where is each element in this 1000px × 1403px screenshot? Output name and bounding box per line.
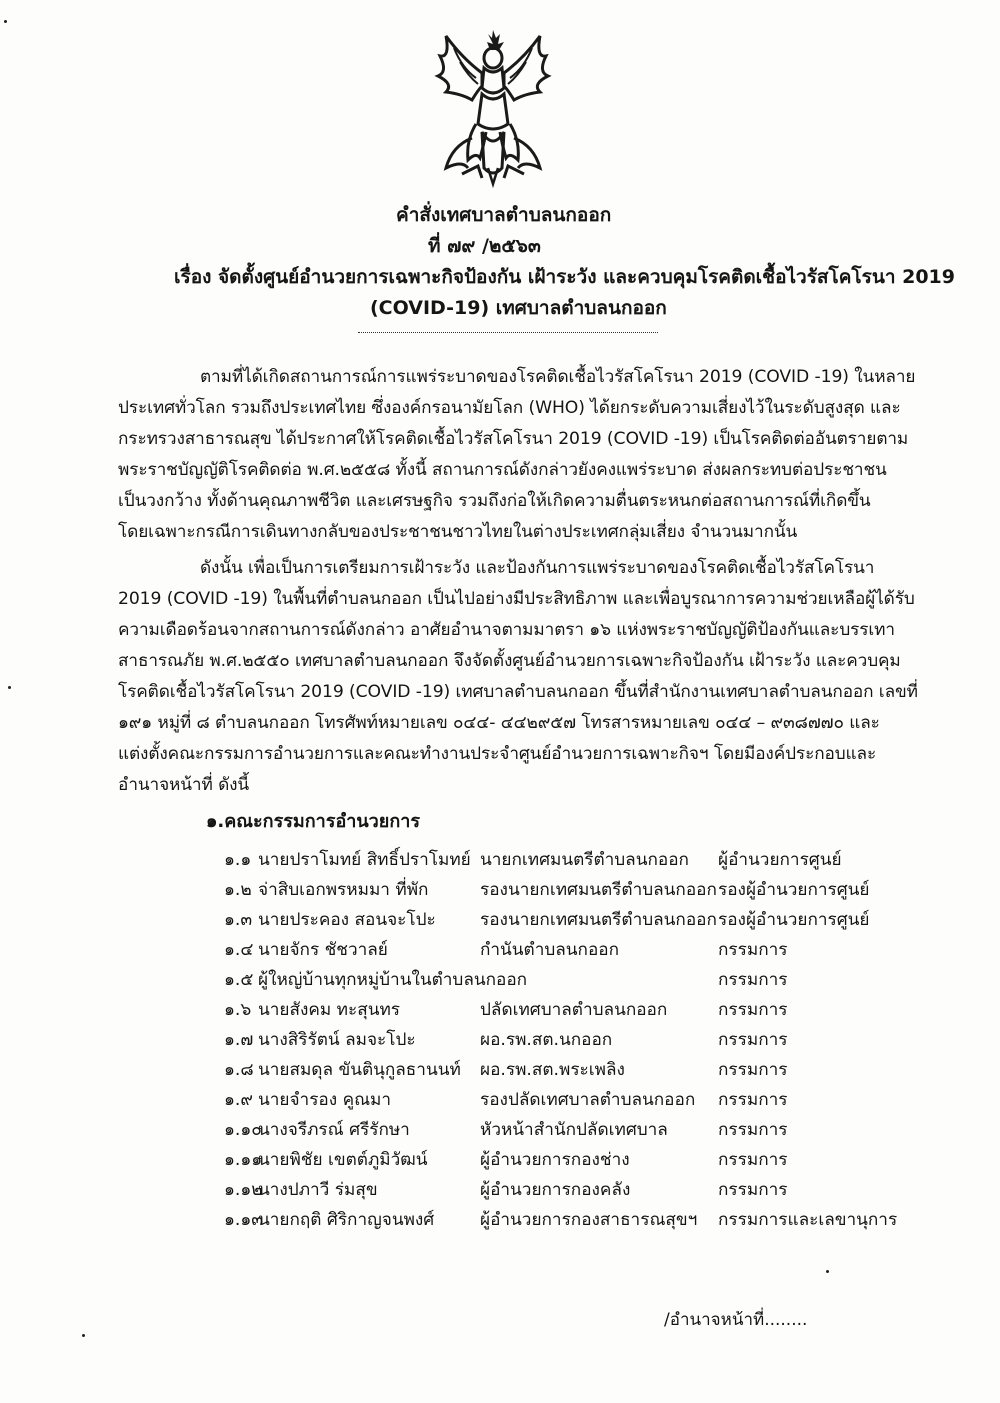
member-number: ๑.๑๐ (224, 1120, 262, 1140)
member-position: กำนันตำบลนกออก (480, 940, 620, 960)
committee-member-row (0, 1085, 1000, 1115)
committee-member-row (0, 965, 1000, 995)
member-number: ๑.๖ (224, 1000, 252, 1020)
committee-member-row (0, 1115, 1000, 1145)
committee-member-row (0, 1145, 1000, 1175)
member-number: ๑.๑๓ (224, 1210, 264, 1230)
member-number: ๑.๒ (224, 880, 252, 900)
paragraph-line: 2019 (COVID -19) ในพื้นที่ตำบลนกออก เป็นไปอย่างมีประสิทธิภาพ และเพื่อบูรณาการความช่วยเหลือผู้ได้รับ (118, 589, 915, 609)
committee-member-row (0, 1025, 1000, 1055)
member-role: กรรมการและเลขานุการ (718, 1210, 898, 1230)
member-name: นายสังคม ทะสุนทร (258, 1000, 401, 1020)
garuda-emblem (432, 28, 554, 188)
paragraph-line: กระทรวงสาธารณสุข ได้ประกาศให้โรคติดเชื้อไวรัสโคโรนา 2019 (COVID -19) เป็นโรคติดต่ออันตรายตาม (118, 429, 909, 449)
member-role: กรรมการ (718, 940, 788, 960)
member-role: กรรมการ (718, 1180, 788, 1200)
member-position: รองนายกเทศมนตรีตำบลนกออก (480, 880, 717, 900)
member-position: ผู้อำนวยการกองสาธารณสุขฯ (480, 1210, 698, 1230)
member-name: นางสิริรัตน์ ลมจะโปะ (258, 1030, 416, 1050)
paragraph-line: อำนาจหน้าที่ ดังนี้ (118, 775, 250, 795)
order-title: คำสั่งเทศบาลตำบลนกออก (396, 204, 612, 226)
member-position: หัวหน้าสำนักปลัดเทศบาล (480, 1120, 668, 1140)
member-position: ปลัดเทศบาลตำบลนกออก (480, 1000, 668, 1020)
member-number: ๑.๑๑ (224, 1150, 263, 1170)
member-role: รองผู้อำนวยการศูนย์ (718, 880, 870, 900)
member-number: ๑.๘ (224, 1060, 254, 1080)
member-role: กรรมการ (718, 1060, 788, 1080)
subject-line-1: เรื่อง จัดตั้งศูนย์อำนวยการเฉพาะกิจป้องกัน เฝ้าระวัง และควบคุมโรคติดเชื้อไวรัสโคโรนา 2019 (174, 266, 955, 288)
scan-speck (826, 1270, 829, 1273)
member-role: กรรมการ (718, 970, 788, 990)
paragraph-line: ดังนั้น เพื่อเป็นการเตรียมการเฝ้าระวัง และป้องกันการแพร่ระบาดของโรคติดเชื้อไวรัสโคโรนา (200, 558, 875, 578)
committee-member-row (0, 905, 1000, 935)
member-role: กรรมการ (718, 1090, 788, 1110)
paragraph-line: แต่งตั้งคณะกรรมการอำนวยการและคณะทำงานประจำศูนย์อำนวยการเฉพาะกิจฯ โดยมีองค์ประกอบและ (118, 744, 877, 764)
member-position: ผู้อำนวยการกองช่าง (480, 1150, 630, 1170)
paragraph-line: เป็นวงกว้าง ทั้งด้านคุณภาพชีวิต และเศรษฐกิจ รวมถึงก่อให้เกิดความตื่นตระหนกต่อสถานการณ์ที่เกิดขึ้น (118, 491, 871, 511)
member-number: ๑.๔ (224, 940, 254, 960)
member-position: รองนายกเทศมนตรีตำบลนกออก (480, 910, 717, 930)
committee-member-row (0, 995, 1000, 1025)
paragraph-line: ประเทศทั่วโลก รวมถึงประเทศไทย ซึ่งองค์กรอนามัยโลก (WHO) ได้ยกระดับความเสี่ยงไว้ในระดับสูงสุด และ (118, 398, 901, 418)
committee-member-row (0, 1175, 1000, 1205)
member-position: ผอ.รพ.สต.นกออก (480, 1030, 613, 1050)
member-name: นายปราโมทย์ สิทธิ์ปราโมทย์ (258, 850, 471, 870)
paragraph-line: ๑๙๑ หมู่ที่ ๘ ตำบลนกออก โทรศัพท์หมายเลข ๐๔๔- ๔๔๒๙๕๗ โทรสารหมายเลข ๐๔๔ – ๙๓๘๗๗๐ และ (118, 713, 880, 733)
paragraph-line: พระราชบัญญัติโรคติดต่อ พ.ศ.๒๕๕๘ ทั้งนี้ สถานการณ์ดังกล่าวยังคงแพร่ระบาด ส่งผลกระทบต่อประชาชน (118, 460, 887, 480)
member-name: นายสมดุล ขันตินุกูลธานนท์ (258, 1060, 461, 1080)
member-role: รองผู้อำนวยการศูนย์ (718, 910, 870, 930)
member-role: ผู้อำนวยการศูนย์ (718, 850, 842, 870)
member-position: ผอ.รพ.สต.พระเพลิง (480, 1060, 625, 1080)
paragraph-line: ความเดือดร้อนจากสถานการณ์ดังกล่าว อาศัยอำนาจตามมาตรา ๑๖ แห่งพระราชบัญญัติป้องกันและบรรเทา (118, 620, 895, 640)
member-role: กรรมการ (718, 1120, 788, 1140)
member-position: นายกเทศมนตรีตำบลนกออก (480, 850, 689, 870)
scan-speck (8, 686, 11, 689)
paragraph-line: โดยเฉพาะกรณีการเดินทางกลับของประชาชนชาวไทยในต่างประเทศกลุ่มเสี่ยง จำนวนมากนั้น (118, 522, 798, 542)
member-name: นายจักร ชัชวาลย์ (258, 940, 388, 960)
committee-member-row (0, 935, 1000, 965)
committee-member-row (0, 845, 1000, 875)
member-number: ๑.๑๒ (224, 1180, 263, 1200)
continuation-note: /อำนาจหน้าที่........ (664, 1310, 808, 1330)
member-name: ผู้ใหญ่บ้านทุกหมู่บ้านในตำบลนกออก (258, 970, 528, 990)
committee-member-row (0, 1205, 1000, 1235)
member-number: ๑.๓ (224, 910, 253, 930)
member-name: นายพิชัย เขตต์ภูมิวัฒน์ (258, 1150, 428, 1170)
member-name: นายจำรอง คูณมา (258, 1090, 392, 1110)
member-number: ๑.๑ (224, 850, 252, 870)
member-name: นางจรีภรณ์ ศรีรักษา (258, 1120, 410, 1140)
member-number: ๑.๗ (224, 1030, 254, 1050)
header-divider (358, 332, 658, 333)
member-name: จ่าสิบเอกพรหมมา ที่พัก (258, 880, 429, 900)
paragraph-line: โรคติดเชื้อไวรัสโคโรนา 2019 (COVID -19) เทศบาลตำบลนกออก ขึ้นที่สำนักงานเทศบาลตำบลนกออก เลขที่ (118, 682, 918, 702)
member-name: นายประคอง สอนจะโปะ (258, 910, 436, 930)
scan-speck (82, 1334, 85, 1337)
member-number: ๑.๙ (224, 1090, 253, 1110)
member-name: นายกฤติ ศิริกาญจนพงศ์ (258, 1210, 435, 1230)
member-position: รองปลัดเทศบาลตำบลนกออก (480, 1090, 696, 1110)
subject-line-2: (COVID-19) เทศบาลตำบลนกออก (370, 297, 667, 319)
committee-heading: ๑.คณะกรรมการอำนวยการ (206, 811, 420, 832)
committee-member-row (0, 1055, 1000, 1085)
member-position: ผู้อำนวยการกองคลัง (480, 1180, 631, 1200)
paragraph-line: สาธารณภัย พ.ศ.๒๕๕๐ เทศบาลตำบลนกออก จึงจัดตั้งศูนย์อำนวยการเฉพาะกิจป้องกัน เฝ้าระวัง และควบคุม (118, 651, 901, 671)
member-role: กรรมการ (718, 1000, 788, 1020)
member-role: กรรมการ (718, 1150, 788, 1170)
member-role: กรรมการ (718, 1030, 788, 1050)
order-number: ที่ ๗๙ /๒๕๖๓ (428, 235, 541, 257)
scan-speck (4, 20, 7, 23)
member-name: นางปภาวี ร่มสุข (258, 1180, 378, 1200)
paragraph-line: ตามที่ได้เกิดสถานการณ์การแพร่ระบาดของโรคติดเชื้อไวรัสโคโรนา 2019 (COVID -19) ในหลาย (200, 367, 916, 387)
member-number: ๑.๕ (224, 970, 254, 990)
committee-member-row (0, 875, 1000, 905)
